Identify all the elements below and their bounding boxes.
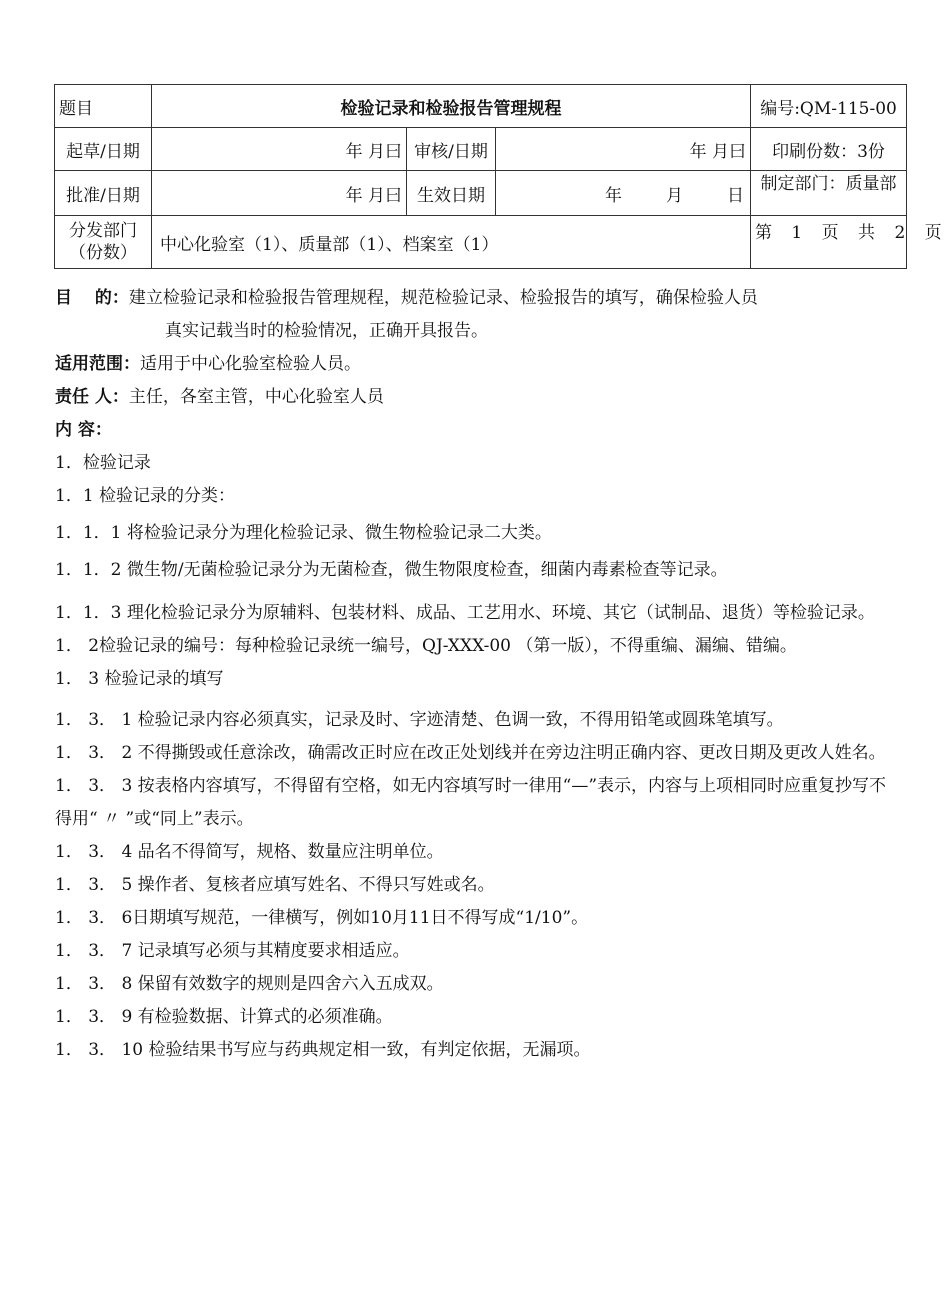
clause-1-3-2: 1． 3． 2 不得撕毁或任意涂改，确需改正时应在改正处划线并在旁边注明正确内容、更改日期及更改人姓名。 [55, 743, 886, 763]
scope-text: 适用于中心化验室检验人员。 [140, 354, 361, 374]
header-table [54, 84, 949, 269]
purpose-text: 建立检验记录和检验报告管理规程，规范检验记录、检验报告的填写，确保检验人员 [128, 288, 758, 308]
clause-1-3-3: 1． 3． 3 按表格内容填写，不得留有空格，如无内容填写时一律用“—”表示，内容与上项相同时应重复抄写不得用“ 〃 ”或“同上”表示。 [55, 776, 887, 829]
responsibility-text: 主任，各室主管，中心化验室人员 [128, 387, 384, 407]
section-1-1: 1．1 检验记录的分类： [55, 486, 236, 506]
clause-1-3-4: 1． 3． 4 品名不得简写，规格、数量应注明单位。 [55, 842, 444, 862]
clause-1-3-8: 1． 3． 8 保留有效数字的规则是四舍六入五成双。 [55, 974, 444, 994]
print-copies: 印刷份数：3份 [751, 128, 907, 171]
clause-1-3-5: 1． 3． 5 操作者、复核者应填写姓名、不得只写姓或名。 [55, 875, 495, 895]
distribution-value: 中心化验室（1）、质量部（1）、档案室（1） [152, 216, 751, 269]
content-heading: 内 容： [55, 420, 112, 440]
effective-year: 年 [605, 185, 622, 206]
responsibility-label: 责任 人： [55, 387, 129, 407]
document-title: 检验记录和检验报告管理规程 [152, 85, 751, 128]
clause-1-3-1: 1． 3． 1 检验记录内容必须真实，记录及时、字迹清楚、色调一致，不得用铅笔或圆珠笔填写。 [55, 710, 784, 730]
drafter-date: 年 月曰 [152, 128, 407, 171]
reviewer-label: 审核/日期 [407, 128, 496, 171]
clause-1-1-1: 1．1．1 将检验记录分为理化检验记录、微生物检验记录二大类。 [55, 523, 552, 543]
document-number: 编号:QM-115-00 [751, 85, 907, 128]
purpose-continuation: 真实记载当时的检验情况，正确开具报告。 [165, 321, 488, 341]
effective-month: 月 [666, 185, 684, 206]
page-counter: 第 1 页 共 2 页 [751, 216, 907, 269]
issuing-department: 制定部门：质量部 [751, 171, 907, 216]
approver-date: 年 月曰 [152, 171, 407, 216]
effective-date-label: 生效日期 [407, 171, 496, 216]
scope-line [55, 348, 895, 381]
reviewer-date: 年 月曰 [496, 128, 751, 171]
purpose-line [55, 282, 895, 315]
effective-date [496, 171, 751, 216]
drafter-label: 起草/日期 [55, 128, 152, 171]
clause-1-3-7: 1． 3． 7 记录填写必须与其精度要求相适应。 [55, 941, 410, 961]
section-1-3: 1． 3 检验记录的填写 [55, 669, 224, 689]
distribution-label: 分发部门（份数） [55, 216, 152, 269]
clause-1-3-10: 1． 3． 10 检验结果书写应与药典规定相一致，有判定依据，无漏项。 [55, 1040, 591, 1060]
topic-label: 题目 [55, 85, 152, 128]
document-body [55, 282, 895, 1067]
clause-1-3-9: 1． 3． 9 有检验数据、计算式的必须准确。 [55, 1007, 393, 1027]
responsibility-line [55, 381, 895, 414]
clause-1-1-3: 1．1．3 理化检验记录分为原辅料、包装材料、成品、工艺用水、环境、其它（试制品、退货）等检验记录。 [55, 603, 875, 623]
section-1: 1．检验记录 [55, 453, 151, 473]
clause-1-3-6: 1． 3． 6日期填写规范，一律横写，例如10月11日不得写成“1/10”。 [55, 908, 589, 928]
clause-1-1-2: 1．1．2 微生物/无菌检验记录分为无菌检查，微生物限度检查，细菌内毒素检查等记录。 [55, 560, 728, 580]
scope-label: 适用范围： [55, 354, 140, 374]
clause-1-2: 1． 2检验记录的编号：每种检验记录统一编号，QJ-XXX-00 （第一版），不得重编、漏编、错编。 [55, 636, 797, 656]
purpose-label: 目 的： [55, 288, 129, 308]
effective-day: 日 [727, 185, 745, 206]
approver-label: 批准/日期 [55, 171, 152, 216]
